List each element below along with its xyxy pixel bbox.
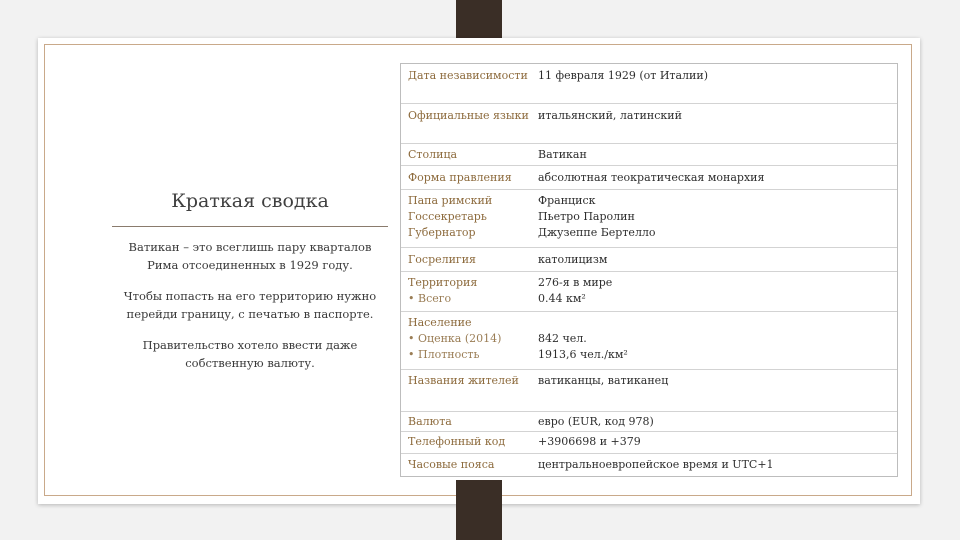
summary-panel	[112, 186, 388, 385]
summary-paragraph: Чтобы попасть на его территорию нужно перейди границу, с печатью в паспорте.	[123, 289, 377, 321]
infobox-row-currency	[401, 412, 897, 432]
infobox-row-government	[401, 166, 897, 190]
infobox-row-capital	[401, 144, 897, 166]
infobox-label: Телефонный код	[408, 435, 506, 448]
infobox-value: 1913,6 чел./км²	[538, 348, 628, 361]
infobox-label: Территория	[408, 276, 478, 289]
infobox-label: Столица	[408, 148, 458, 161]
infobox-row-leaders	[401, 190, 897, 248]
summary-title: Краткая сводка	[171, 190, 329, 212]
summary-paragraph: Правительство хотело ввести даже собственную валюту.	[142, 338, 358, 370]
infobox-row-territory	[401, 272, 897, 312]
infobox-value-group	[538, 331, 890, 363]
infobox-value: центральноевропейское время и UTC+1	[538, 458, 774, 471]
infobox-table	[400, 63, 898, 477]
infobox-label: Названия жителей	[408, 374, 519, 387]
infobox-sublabel: • Плотность	[408, 348, 480, 361]
infobox-label-group	[408, 193, 532, 241]
infobox-value: ватиканцы, ватиканец	[538, 374, 669, 387]
infobox-value: итальянский, латинский	[538, 109, 682, 122]
infobox-row-religion	[401, 248, 897, 272]
infobox-label: Дата независимости	[408, 69, 528, 82]
infobox-row-population	[401, 312, 897, 370]
infobox-value: абсолютная теократическая монархия	[538, 171, 765, 184]
hanging-strap-bottom	[456, 480, 502, 540]
infobox-value: 276-я в мире	[538, 276, 613, 289]
infobox-sublabel: • Всего	[408, 292, 452, 305]
infobox-label: Форма правления	[408, 171, 512, 184]
infobox-label: Официальные языки	[408, 109, 529, 122]
infobox-value: евро (EUR, код 978)	[538, 415, 654, 428]
infobox-label: Население	[408, 316, 472, 329]
infobox-row-timezone	[401, 454, 897, 476]
infobox-row-demonym	[401, 370, 897, 412]
infobox-label-group	[408, 315, 532, 363]
infobox-value: Джузеппе Бертелло	[538, 226, 656, 239]
infobox-label: Часовые пояса	[408, 458, 495, 471]
infobox-label: Госсекретарь	[408, 210, 487, 223]
infobox-value: католицизм	[538, 253, 608, 266]
infobox-value: Пьетро Паролин	[538, 210, 635, 223]
infobox-value-group	[538, 275, 890, 307]
infobox-row-independence	[401, 64, 897, 104]
infobox-value: 11 февраля 1929 (от Италии)	[538, 69, 708, 82]
infobox-value-group	[538, 193, 890, 241]
infobox-label: Госрелигия	[408, 253, 476, 266]
infobox-value: 842 чел.	[538, 332, 587, 345]
infobox-label: Губернатор	[408, 226, 476, 239]
infobox-label: Папа римский	[408, 194, 493, 207]
infobox-value: Ватикан	[538, 148, 587, 161]
infobox-value: 0.44 км²	[538, 292, 586, 305]
infobox-value: Франциск	[538, 194, 596, 207]
infobox-row-languages	[401, 104, 897, 144]
summary-paragraph: Ватикан – это всеглишь пару кварталов Рима отсоединенных в 1929 году.	[128, 240, 372, 272]
infobox-label: Валюта	[408, 415, 452, 428]
infobox-sublabel: • Оценка (2014)	[408, 332, 502, 345]
infobox-label-group	[408, 275, 532, 307]
summary-divider	[112, 226, 388, 227]
infobox-row-phone	[401, 432, 897, 454]
infobox-value: +3906698 и +379	[538, 435, 641, 448]
